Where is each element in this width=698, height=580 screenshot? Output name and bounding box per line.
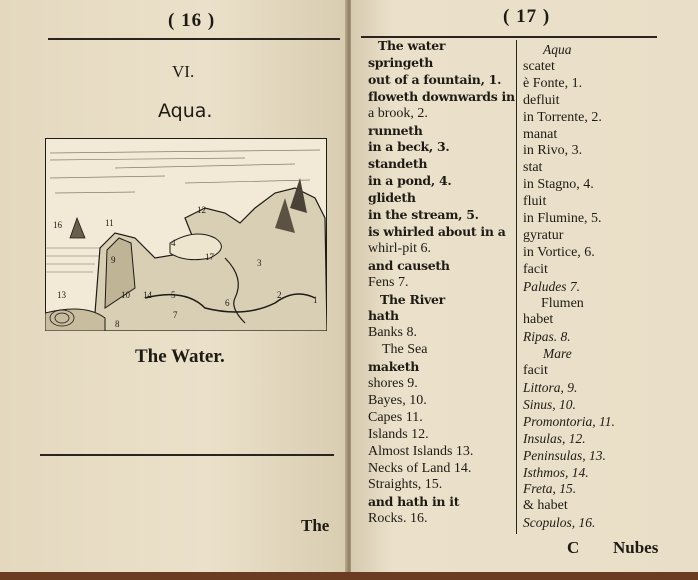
figure-number: 7 bbox=[173, 310, 178, 320]
english-line: maketh bbox=[368, 359, 420, 375]
english-line: The Sea bbox=[382, 342, 428, 358]
english-line: and causeth bbox=[368, 257, 450, 273]
latin-line: fluit bbox=[523, 194, 547, 210]
english-line: Rocks. 16. bbox=[368, 511, 428, 527]
latin-line: in Flumine, 5. bbox=[523, 211, 602, 226]
english-line: The water bbox=[378, 38, 446, 53]
english-line: out of a fountain, 1. bbox=[368, 71, 502, 87]
english-line: floweth downwards in bbox=[368, 88, 515, 104]
figure-number: 16 bbox=[53, 220, 62, 230]
latin-line: gyratur bbox=[523, 227, 564, 243]
left-page bbox=[0, 0, 347, 574]
title-english: The Water. bbox=[135, 346, 225, 367]
english-line: Islands 12. bbox=[368, 426, 429, 442]
latin-line: in Vortice, 6. bbox=[523, 244, 595, 260]
english-line: Bayes, 10. bbox=[368, 392, 427, 408]
figure-number: 1 bbox=[313, 295, 318, 305]
title-latin: Aqua. bbox=[158, 100, 213, 122]
right-page-number: ( 17 ) bbox=[503, 6, 551, 27]
right-page bbox=[351, 0, 698, 574]
english-line: a brook, 2. bbox=[368, 105, 428, 121]
latin-line: Flumen bbox=[541, 295, 584, 311]
latin-line: Insulas, 12. bbox=[523, 430, 586, 446]
english-line: Straights, 15. bbox=[368, 477, 443, 493]
figure-number: 17 bbox=[205, 252, 214, 262]
english-line: hath bbox=[368, 308, 399, 324]
figure-number: 3 bbox=[257, 258, 262, 268]
figure-number: 8 bbox=[115, 319, 120, 329]
english-line: Banks 8. bbox=[368, 325, 417, 341]
figure-number: 9 bbox=[111, 255, 116, 265]
english-line: in the stream, 5. bbox=[368, 207, 479, 222]
left-page-number: ( 16 ) bbox=[168, 10, 216, 31]
english-line: The River bbox=[380, 291, 445, 307]
latin-line: & habet bbox=[523, 498, 568, 514]
english-line: Capes 11. bbox=[368, 409, 423, 425]
figure-number: 13 bbox=[57, 290, 66, 300]
figure-number: 12 bbox=[197, 205, 206, 215]
water-landscape-illustration bbox=[45, 138, 327, 331]
latin-line: in Torrente, 2. bbox=[523, 109, 602, 125]
english-line: whirl-pit 6. bbox=[368, 240, 431, 256]
latin-line: habet bbox=[523, 312, 554, 328]
latin-line: Paludes 7. bbox=[523, 278, 580, 294]
figure-number: 5 bbox=[171, 290, 176, 300]
latin-line: stat bbox=[523, 160, 543, 176]
latin-line: Aqua bbox=[543, 42, 572, 57]
lesson-number: VI. bbox=[172, 62, 195, 81]
book-bottom-edge bbox=[0, 572, 698, 580]
english-line: in a beck, 3. bbox=[368, 139, 450, 155]
english-line: Almost Islands 13. bbox=[368, 443, 474, 459]
left-footer-rule bbox=[40, 454, 334, 456]
left-header-rule bbox=[48, 38, 340, 40]
latin-line: Peninsulas, 13. bbox=[523, 447, 606, 463]
figure-number: 6 bbox=[225, 298, 230, 308]
english-line: and hath in it bbox=[368, 494, 460, 510]
figure-number: 11 bbox=[105, 218, 114, 228]
latin-line: facit bbox=[523, 261, 548, 277]
latin-line: in Rivo, 3. bbox=[523, 143, 583, 159]
latin-line: Mare bbox=[543, 346, 572, 362]
latin-line: Ripas. 8. bbox=[523, 329, 571, 345]
column-divider bbox=[516, 40, 517, 534]
figure-number: 4 bbox=[171, 238, 176, 248]
latin-line: è Fonte, 1. bbox=[523, 75, 583, 91]
figure-number: 14 bbox=[143, 290, 152, 300]
latin-line: scatet bbox=[523, 58, 555, 74]
english-line: standeth bbox=[368, 156, 428, 172]
signature-mark: C bbox=[567, 538, 580, 557]
english-line: is whirled about in a bbox=[368, 223, 506, 239]
english-line: Fens 7. bbox=[368, 274, 409, 290]
figure-number: 10 bbox=[121, 290, 130, 300]
latin-line: manat bbox=[523, 126, 558, 142]
latin-line: Sinus, 10. bbox=[523, 396, 576, 412]
english-line: Necks of Land 14. bbox=[368, 460, 472, 476]
latin-line: Promontoria, 11. bbox=[523, 413, 615, 429]
latin-line: Isthmos, 14. bbox=[523, 464, 589, 480]
latin-line: Littora, 9. bbox=[523, 380, 578, 395]
figure-number: 2 bbox=[277, 290, 282, 300]
left-catchword: The bbox=[301, 516, 330, 535]
latin-line: defluit bbox=[523, 92, 560, 108]
english-line: in a pond, 4. bbox=[368, 173, 452, 189]
latin-line: in Stagno, 4. bbox=[523, 177, 594, 193]
latin-line: Freta, 15. bbox=[523, 481, 577, 497]
english-line: glideth bbox=[368, 190, 416, 206]
english-line: springeth bbox=[368, 54, 434, 70]
english-line: shores 9. bbox=[368, 376, 418, 391]
english-line: runneth bbox=[368, 122, 423, 138]
latin-line: facit bbox=[523, 363, 548, 379]
right-catchword: Nubes bbox=[613, 538, 659, 557]
latin-line: Scopulos, 16. bbox=[523, 515, 596, 531]
